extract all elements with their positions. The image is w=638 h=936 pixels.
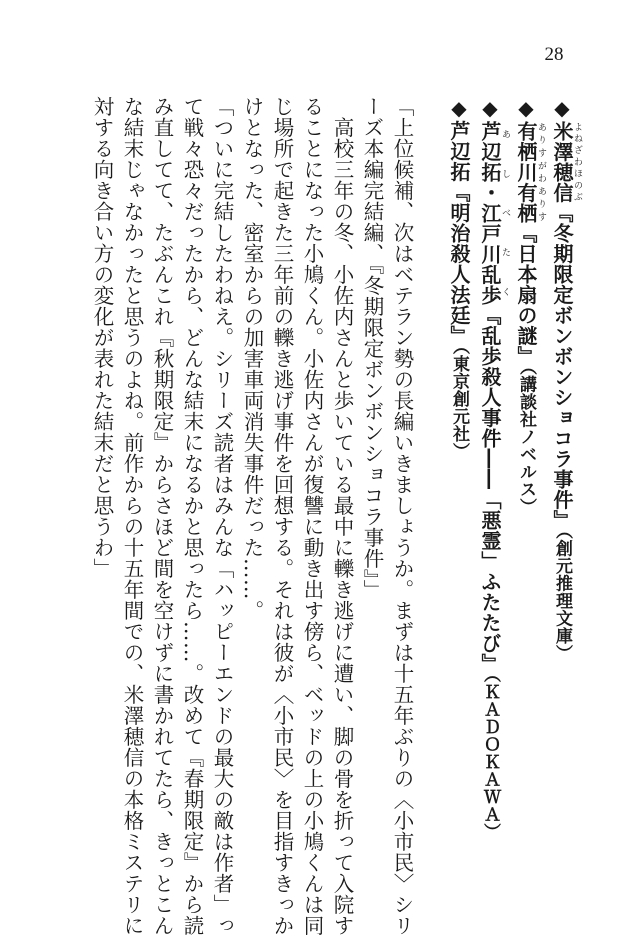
body-line: な結末じゃなかったと思うのよね。前作からの十五年間での、米澤穂信の本格ミステリに: [120, 96, 144, 936]
vertical-text-block: [87, 96, 582, 936]
book-title: 『冬期限定ボンボンショコラ事件』: [550, 202, 574, 531]
book-entry-3: ◆芦辺拓・江戸川乱歩あしべたく『乱歩殺人事件――「悪霊」ふたたび』（ＫＡＤＯＫＡＷＡ）: [478, 96, 510, 841]
body-line: 対する向き合い方の変化が表れた結末だと思うわ」: [90, 96, 114, 579]
body-line: て戦々恐々だったから、どんな結末になるかと思ったら……。改めて『春期限定』から読: [180, 96, 204, 936]
book-author: 米澤穂信よねざわほのぶ: [550, 120, 582, 203]
book-title: 『日本扇の謎』: [514, 223, 538, 367]
book-list: [443, 96, 582, 856]
book-publisher: （創元推理文庫）: [552, 530, 572, 662]
book-author: 有栖川有栖ありすがわありす: [514, 120, 546, 223]
book-title: 『乱歩殺人事件――「悪霊」ふたたび』: [478, 305, 502, 674]
book-author: 芦辺拓: [447, 120, 471, 182]
book-publisher: （講談社ノベルス）: [516, 366, 536, 516]
book-entry-4: ◆芦辺拓『明治殺人法廷』（東京創元社）: [447, 96, 471, 460]
body-line: ーズ本編完結編、『冬期限定ボンボンショコラ事件』」: [360, 96, 384, 601]
body-line: じ場所で起きた三年前の轢き逃げ事件を回想する。それは彼が〈小市民〉を目指すきっか: [270, 96, 294, 936]
body-text: [87, 96, 417, 936]
book-publisher: （東京創元社）: [449, 346, 469, 460]
page-number: 28: [544, 44, 564, 65]
body-line: 「上位候補、次はベテラン勢の長編いきましょうか。まずは十五年ぶりの〈小市民〉シリ: [390, 96, 414, 936]
book-author: 芦辺拓・江戸川乱歩あしべたく: [478, 120, 510, 305]
book-entry-2: ◆有栖川有栖ありすがわありす『日本扇の謎』（講談社ノベルス）: [514, 96, 546, 516]
body-line: 「ついに完結したわねえ。シリーズ読者はみんな「ハッピーエンドの最大の敵は作者」っ: [210, 96, 234, 936]
body-line: 高校三年の冬、小佐内さんと歩いている最中に轢き逃げに遭い、脚の骨を折って入院す: [330, 96, 354, 936]
book-publisher: （ＫＡＤＯＫＡＷＡ）: [480, 674, 500, 841]
body-line: ることになった小鳩くん。小佐内さんが復讐に動き出す傍ら、ベッドの上の小鳩くんは同: [300, 96, 324, 936]
book-entry-1: ◆米澤穂信よねざわほのぶ『冬期限定ボンボンショコラ事件』（創元推理文庫）: [550, 96, 582, 662]
body-line: み直してて、たぶんこれ『秋期限定』からさほど間を空けずに書かれてたら、きっとこん: [150, 96, 174, 936]
book-title: 『明治殺人法廷』: [447, 182, 471, 346]
body-line: けとなった、密室からの加害車両消失事件だった……。: [240, 96, 264, 621]
